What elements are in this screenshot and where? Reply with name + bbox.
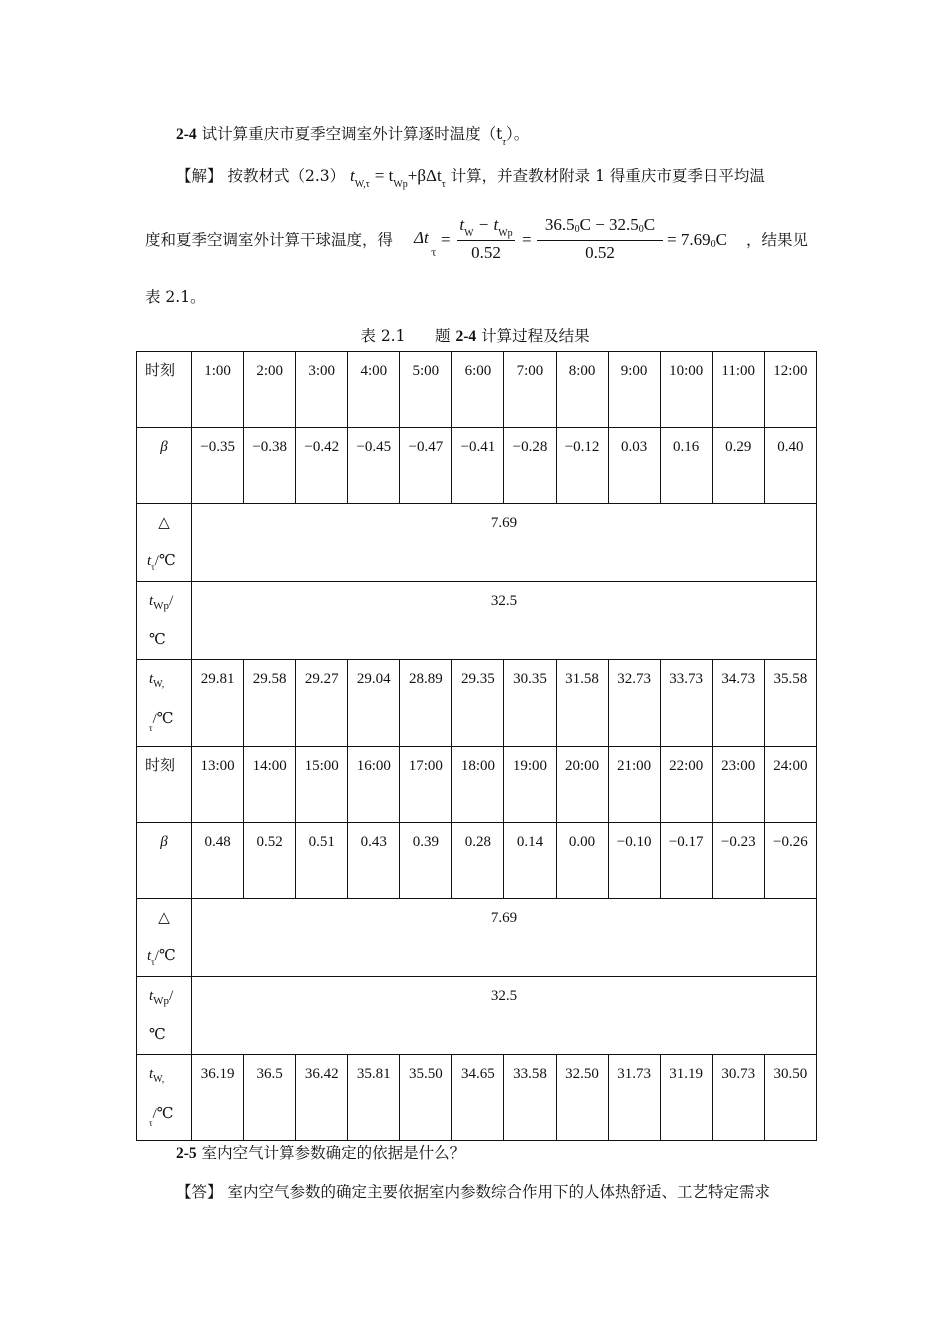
problem-number: 2-4 — [176, 126, 197, 143]
time-cell: 16:00 — [348, 747, 400, 823]
beta-label-cell: β — [137, 428, 192, 504]
beta-cell: 0.48 — [192, 823, 244, 899]
results-table — [136, 351, 817, 1141]
caption-title-suffix: 计算过程及结果 — [481, 327, 590, 345]
twp-label-cell: $t_{Wp}/$ ℃ — [137, 582, 192, 660]
line3-text: 度和夏季空调室外计算干球温度，得 — [145, 231, 394, 249]
tw-label-cell: $t_{W,}$ $_\tau$/℃ — [137, 1055, 192, 1141]
line3-end: ，结果见 — [746, 231, 809, 249]
delta-label-cell: △ $t_\tau/℃$ — [137, 899, 192, 977]
beta-cell: 0.39 — [400, 823, 452, 899]
delta-row-1 — [137, 504, 817, 582]
beta-cell: −0.10 — [608, 823, 660, 899]
beta-cell: −0.26 — [764, 823, 816, 899]
formula-sub-wt: W,τ — [354, 179, 370, 190]
time-label-cell: 时刻 — [137, 747, 192, 823]
time-cell: 17:00 — [400, 747, 452, 823]
time-cell: 18:00 — [452, 747, 504, 823]
tw-row-1 — [137, 660, 817, 747]
fraction-1-numerator: $t_W - t_{Wp}$ — [459, 215, 513, 239]
time-cell: 11:00 — [712, 352, 764, 428]
tw-cell: 31.73 — [608, 1055, 660, 1141]
problem-2-4-heading — [176, 124, 529, 147]
tw-cell: 33.73 — [660, 660, 712, 747]
time-cell: 8:00 — [556, 352, 608, 428]
beta-cell: 0.43 — [348, 823, 400, 899]
time-cell: 6:00 — [452, 352, 504, 428]
problem-number: 2-5 — [176, 1145, 197, 1162]
solution-text-1: 按教材式（2.3） — [227, 167, 346, 185]
beta-cell: 0.29 — [712, 428, 764, 504]
tw-cell: 35.50 — [400, 1055, 452, 1141]
solution-tag: 【解】 — [176, 167, 223, 185]
tw-cell: 29.81 — [192, 660, 244, 747]
line4-text: 表 2.1。 — [145, 288, 206, 306]
twp-row-2 — [137, 977, 817, 1055]
caption-title-prefix: 题 — [435, 327, 451, 345]
beta-cell: −0.12 — [556, 428, 608, 504]
tw-cell: 35.81 — [348, 1055, 400, 1141]
twp-label-cell: $t_{Wp}/$ ℃ — [137, 977, 192, 1055]
tw-cell: 29.04 — [348, 660, 400, 747]
delta-value-cell: 7.69 — [192, 504, 817, 582]
result: = 7.690C — [667, 230, 727, 250]
time-cell: 5:00 — [400, 352, 452, 428]
time-cell: 3:00 — [296, 352, 348, 428]
beta-cell: −0.41 — [452, 428, 504, 504]
tw-cell: 35.58 — [764, 660, 816, 747]
delta-label-cell: △ $t_\tau/℃$ — [137, 504, 192, 582]
beta-cell: −0.45 — [348, 428, 400, 504]
tw-cell: 29.27 — [296, 660, 348, 747]
solution-text-2: 计算，并查教材附录 1 得重庆市夏季日平均温 — [450, 167, 765, 185]
question-end: ）。 — [505, 125, 530, 143]
time-cell: 10:00 — [660, 352, 712, 428]
tw-row-2 — [137, 1055, 817, 1141]
time-cell: 19:00 — [504, 747, 556, 823]
problem-question: 室内空气计算参数确定的依据是什么？ — [201, 1144, 466, 1162]
tw-cell: 28.89 — [400, 660, 452, 747]
answer-text: 室内空气参数的确定主要依据室内参数综合作用下的人体热舒适、工艺特定需求 — [227, 1183, 770, 1201]
twp-row-1 — [137, 582, 817, 660]
caption-label: 表 2.1 — [360, 327, 406, 345]
tw-cell: 31.19 — [660, 1055, 712, 1141]
equals-2: = — [522, 230, 532, 249]
formula-plus: +βΔt — [407, 166, 442, 185]
time-cell: 1:00 — [192, 352, 244, 428]
problem-2-5-heading — [176, 1143, 465, 1164]
beta-label-cell: β — [137, 823, 192, 899]
beta-cell: −0.28 — [504, 428, 556, 504]
tw-cell: 29.58 — [244, 660, 296, 747]
delta-t — [414, 228, 429, 248]
tw-cell: 36.5 — [244, 1055, 296, 1141]
tw-cell: 34.65 — [452, 1055, 504, 1141]
fraction-2-numerator: 36.50C − 32.50C — [544, 215, 656, 235]
beta-cell: −0.42 — [296, 428, 348, 504]
beta-cell: 0.51 — [296, 823, 348, 899]
time-cell: 15:00 — [296, 747, 348, 823]
tw-cell: 32.50 — [556, 1055, 608, 1141]
time-cell: 9:00 — [608, 352, 660, 428]
delta-t-sub: τ — [431, 248, 437, 259]
fraction-1-bar — [457, 240, 515, 241]
time-cell: 22:00 — [660, 747, 712, 823]
solution-line — [176, 166, 765, 189]
answer-line — [176, 1182, 770, 1202]
formula-eq: = t — [374, 166, 394, 185]
time-row-2 — [137, 747, 817, 823]
beta-cell: 0.14 — [504, 823, 556, 899]
tw-cell: 30.35 — [504, 660, 556, 747]
beta-cell: −0.35 — [192, 428, 244, 504]
tw-label-cell: $t_{W,}$ $_\tau$/℃ — [137, 660, 192, 747]
time-cell: 14:00 — [244, 747, 296, 823]
beta-cell: −0.47 — [400, 428, 452, 504]
time-cell: 4:00 — [348, 352, 400, 428]
tw-cell: 30.50 — [764, 1055, 816, 1141]
beta-cell: 0.16 — [660, 428, 712, 504]
delta-t-symbol: Δt — [414, 228, 429, 247]
time-cell: 24:00 — [764, 747, 816, 823]
tw-cell: 34.73 — [712, 660, 764, 747]
formula-sub-tau: τ — [441, 179, 446, 190]
tw-cell: 30.73 — [712, 1055, 764, 1141]
twp-value-cell: 32.5 — [192, 582, 817, 660]
table-caption — [0, 324, 950, 346]
beta-cell: 0.52 — [244, 823, 296, 899]
beta-cell: 0.03 — [608, 428, 660, 504]
beta-row-2 — [137, 823, 817, 899]
beta-cell: 0.00 — [556, 823, 608, 899]
table-block-2 — [137, 747, 817, 1141]
tw-cell: 32.73 — [608, 660, 660, 747]
time-cell: 23:00 — [712, 747, 764, 823]
time-cell: 12:00 — [764, 352, 816, 428]
tw-cell: 36.19 — [192, 1055, 244, 1141]
beta-row-1 — [137, 428, 817, 504]
fraction-1-denominator: 0.52 — [471, 243, 501, 262]
equals-1: = — [441, 230, 451, 249]
tw-cell: 29.35 — [452, 660, 504, 747]
fraction-2-denominator: 0.52 — [585, 243, 615, 262]
answer-tag: 【答】 — [176, 1183, 223, 1201]
beta-cell: −0.23 — [712, 823, 764, 899]
time-cell: 13:00 — [192, 747, 244, 823]
beta-cell: −0.38 — [244, 428, 296, 504]
beta-cell: 0.28 — [452, 823, 504, 899]
delta-row-2 — [137, 899, 817, 977]
tw-cell: 33.58 — [504, 1055, 556, 1141]
time-cell: 7:00 — [504, 352, 556, 428]
table-block-1 — [137, 352, 817, 747]
beta-cell: −0.17 — [660, 823, 712, 899]
time-row-1 — [137, 352, 817, 428]
twp-value-cell: 32.5 — [192, 977, 817, 1055]
caption-title-num: 2-4 — [455, 328, 477, 345]
formula-sub-wp: Wp — [393, 179, 408, 190]
fraction-2-bar — [537, 240, 663, 241]
question-subscript: τ — [502, 137, 506, 148]
time-cell: 21:00 — [608, 747, 660, 823]
time-label-cell: 时刻 — [137, 352, 192, 428]
tw-cell: 36.42 — [296, 1055, 348, 1141]
formula-t: t — [350, 166, 355, 185]
time-cell: 2:00 — [244, 352, 296, 428]
problem-question: 试计算重庆市夏季空调室外计算逐时温度（t — [201, 125, 503, 143]
beta-cell: 0.40 — [764, 428, 816, 504]
delta-value-cell: 7.69 — [192, 899, 817, 977]
tw-cell: 31.58 — [556, 660, 608, 747]
time-cell: 20:00 — [556, 747, 608, 823]
